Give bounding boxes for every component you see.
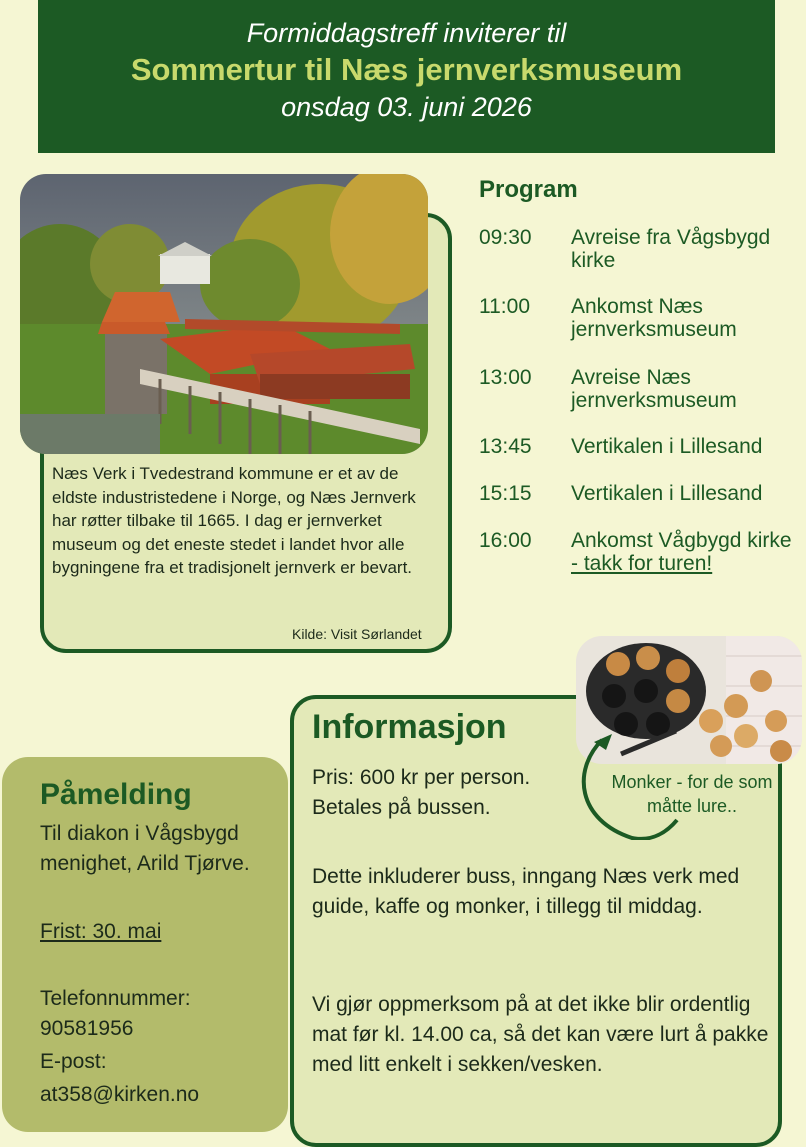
page-title: Sommertur til Næs jernverksmuseum: [130, 52, 683, 87]
program-text: [571, 529, 801, 575]
museum-photo: [20, 174, 428, 454]
museum-description: Næs Verk i Tvedestrand kommune er et av de eldste industristedene i Norge, og Næs Jernverk har røtter tilbake til 1665. I dag er jernverket museum og det eneste stedet i landet hvor alle bygningene fra et tradisjonelt jernverk er bevart.: [52, 464, 416, 577]
header-intro: Formiddagstreff inviterer til: [246, 18, 567, 48]
monker-caption: Monker - for de som måtte lure..: [611, 772, 773, 816]
program-title: Program: [479, 176, 578, 203]
program-text: Vertikalen i Lillesand: [571, 482, 763, 505]
program-time: 16:00: [479, 529, 532, 552]
phone-label: Telefonnummer:: [40, 987, 191, 1010]
info-title: Informasjon: [312, 708, 507, 746]
program-text-main: Ankomst Vågbygd kirke: [571, 529, 792, 552]
program-text: Avreise fra Vågsbygd kirke: [571, 226, 771, 272]
signup-deadline: Frist: 30. mai: [40, 920, 162, 943]
info-note: Vi gjør oppmerksom på at det ikke blir ordentlig mat før kl. 14.00 ca, så det kan være lurt å pakke med litt enkelt i sekken/vesken.: [312, 993, 769, 1076]
event-date: onsdag 03. juni 2026: [281, 92, 532, 122]
phone-number: 90581956: [40, 1017, 134, 1040]
program-time: 09:30: [479, 226, 532, 249]
program-closing-note: - takk for turen!: [571, 552, 713, 575]
email-address: at358@kirken.no: [40, 1083, 200, 1106]
header-banner: [38, 0, 775, 153]
program-time: 15:15: [479, 482, 532, 505]
program-text: Vertikalen i Lillesand: [571, 435, 763, 458]
program-time: 13:45: [479, 435, 532, 458]
program-text: Avreise Næs jernverksmuseum: [571, 366, 737, 412]
info-includes: Dette inkluderer buss, inngang Næs verk med guide, kaffe og monker, i tillegg til middag.: [312, 865, 740, 918]
signup-title: Påmelding: [40, 778, 192, 811]
email-label: E-post:: [40, 1050, 107, 1073]
signup-contact: Til diakon i Vågsbygd menighet, Arild Tjørve.: [40, 822, 250, 875]
museum-credit: Kilde: Visit Sørlandet: [292, 626, 422, 642]
info-price: Pris: 600 kr per person. Betales på bussen.: [312, 766, 531, 819]
program-text: Ankomst Næs jernverksmuseum: [571, 295, 737, 341]
program-time: 13:00: [479, 366, 532, 389]
program-time: 11:00: [479, 295, 530, 318]
